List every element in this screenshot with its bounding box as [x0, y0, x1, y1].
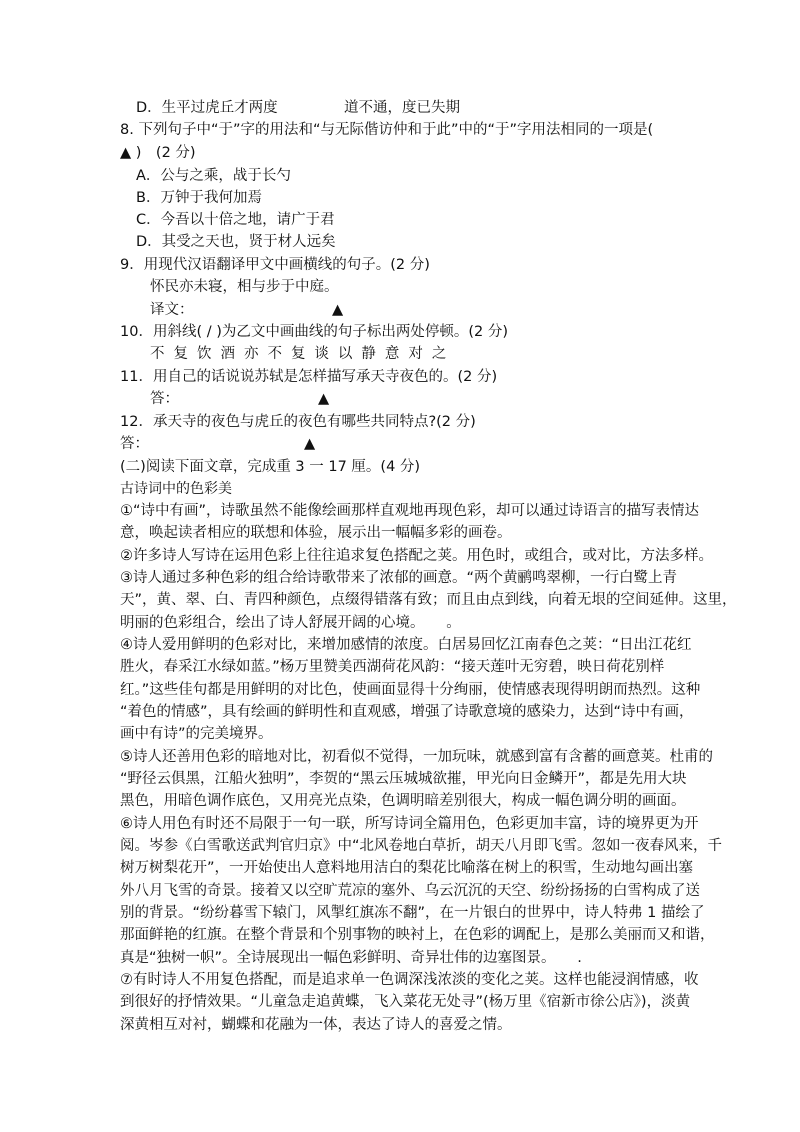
q8-stem: 8. 下列句子中“于”字的用法和“与无际偕访仲和于此”中的“于”字用法相同的一项是(	[120, 122, 654, 138]
article-line: 深黄相互对衬，蝴蝶和花融为一体，表达了诗人的喜爱之情。	[120, 1017, 512, 1033]
q9-sentence: 怀民亦未寝，相与步于中庭。	[150, 279, 339, 295]
article-line: 意，唤起读者相应的联想和体验，展示出一幅幅多彩的画卷。	[120, 525, 512, 541]
article-line: 阅。岑参《白雪歌送武判官归京》中“北风卷地白草折，胡天八月即飞雪。忽如一夜春风来，千	[120, 838, 723, 854]
article-line: 红。”这些佳句都是用鲜明的对比色，使画面显得十分绚丽，使情感表现得明朗而热烈。这种	[120, 682, 701, 698]
q8-stem-cont: ▲ ) (2 分)	[120, 145, 196, 161]
q8-option-a: A．公与之乘，战于长勺	[136, 168, 291, 184]
article-title: 古诗词中的色彩美	[120, 481, 232, 497]
article-line: 明丽的色彩组合，绘出了诗人舒展开阔的心境。 。	[120, 615, 461, 631]
article-line: ②许多诗人写诗在运用色彩上往往追求复色搭配之荚。用色时，或组合，或对比，方法多样。	[120, 548, 713, 564]
article-line: “着色的情感”，具有绘画的鲜明性和直观感，增强了诗歌意境的感染力，达到“诗中有画，	[120, 704, 694, 720]
article-line: ⑥诗人用色有时还不局限于一句一联，所写诗词全篇用色，色彩更加丰富，诗的境界更为开	[120, 816, 699, 832]
article-line: ⑤诗人还善用色彩的暗地对比，初看似不觉得，一加玩味，就感到富有含蓄的画意荚。杜甫的	[120, 749, 713, 765]
article-line: ⑦有时诗人不用复色搭配，而是追求单一色调深浅浓淡的变化之荚。这样也能浸润情感，收	[120, 972, 699, 988]
q9-answer-marker: ▲	[332, 302, 344, 318]
article-line: 黑色，用暗色调作底色，又用亮光点染，色调明暗差别很大，构成一幅色调分明的画面。	[120, 793, 686, 809]
article-line: “野径云俱黑，江船火独明”，李贺的“黑云压城城欲摧，甲光向日金鳞开”，都是先用大块	[120, 771, 687, 787]
article-line: 天”，黄、翠、白、青四种颜色，点缀得错落有致；而且由点到线，向着无垠的空间延伸。这里，	[120, 592, 737, 608]
article-line: 真是“独树一帜”。全诗展现出一幅色彩鲜明、奇异壮伟的边塞图景。 .	[120, 950, 582, 966]
article-line: ④诗人爱用鲜明的色彩对比，来增加感情的浓度。白居易回忆江南春色之荚：“日出江花红	[120, 637, 692, 653]
article-line: 外八月飞雪的奇景。接着又以空旷荒凉的塞外、乌云沉沉的天空、纷纷扬扬的白雪构成了送	[120, 883, 700, 899]
q9-answer-label: 译文：	[150, 302, 194, 318]
article-line: 树万树梨花开”，一开始使出人意料地用洁白的梨花比喻落在树上的积雪，生动地勾画出塞	[120, 860, 694, 876]
q8-option-d: D．其受之天也，贤于材人远矣	[136, 234, 336, 250]
q7-option-d-tail: 道不通，度已失期	[344, 100, 460, 116]
q8-option-c: C．今吾以十倍之地，请广于君	[136, 212, 335, 228]
q10-sentence: 不复饮酒亦不复谈以静意对之	[150, 346, 456, 362]
article-line: 画中有诗”的完美境界。	[120, 726, 273, 742]
section2-intro: (二)阅读下面文章，完成重 3 一 17 厘。(4 分)	[120, 459, 421, 475]
q9-stem: 9．用现代汉语翻译甲文中画横线的句子。(2 分)	[120, 257, 430, 273]
article-line: ①“诗中有画”，诗歌虽然不能像绘画那样直观地再现色彩，却可以通过诗语言的描写表情达	[120, 503, 700, 519]
q12-stem: 12．承天寺的夜色与虎丘的夜色有哪些共同特点?(2 分)	[120, 414, 476, 430]
article-line: 到很好的抒情效果。“儿童急走追黄蝶，飞入菜花无处寻”(杨万里《宿新市徐公店》)，淡黄	[120, 994, 691, 1010]
article-line: ③诗人通过多种色彩的组合给诗歌带来了浓郁的画意。“两个黄鹂鸣翠柳，一行白鹭上青	[120, 570, 678, 586]
article-line: 别的背景。“纷纷暮雪下辕门，风掣红旗冻不翻”，在一片银白的世界中，诗人特弗 1 描绘了	[120, 905, 705, 921]
article-line: 那面鲜艳的红旗。在整个背景和个别事物的映衬上，在色彩的调配上，是那么美丽而又和谐，	[120, 927, 715, 943]
q11-answer-marker: ▲	[318, 391, 330, 407]
q11-stem: 11．用自己的话说说苏轼是怎样描写承天寺夜色的。(2 分)	[120, 369, 498, 385]
q12-answer-marker: ▲	[304, 436, 316, 452]
q12-answer-label: 答：	[120, 436, 149, 452]
article-line: 胜火，春采江水绿如蓝。”杨万里赞美西湖荷花风韵：“接天莲叶无穷碧，映日荷花别样	[120, 659, 665, 675]
q10-stem: 10．用斜线( / )为乙文中画曲线的句子标出两处停顿。(2 分)	[120, 324, 509, 340]
q7-option-d: D．生平过虎丘才两度	[136, 100, 278, 116]
q11-answer-label: 答：	[150, 391, 179, 407]
q8-option-b: B．万钟于我何加焉	[136, 190, 262, 206]
